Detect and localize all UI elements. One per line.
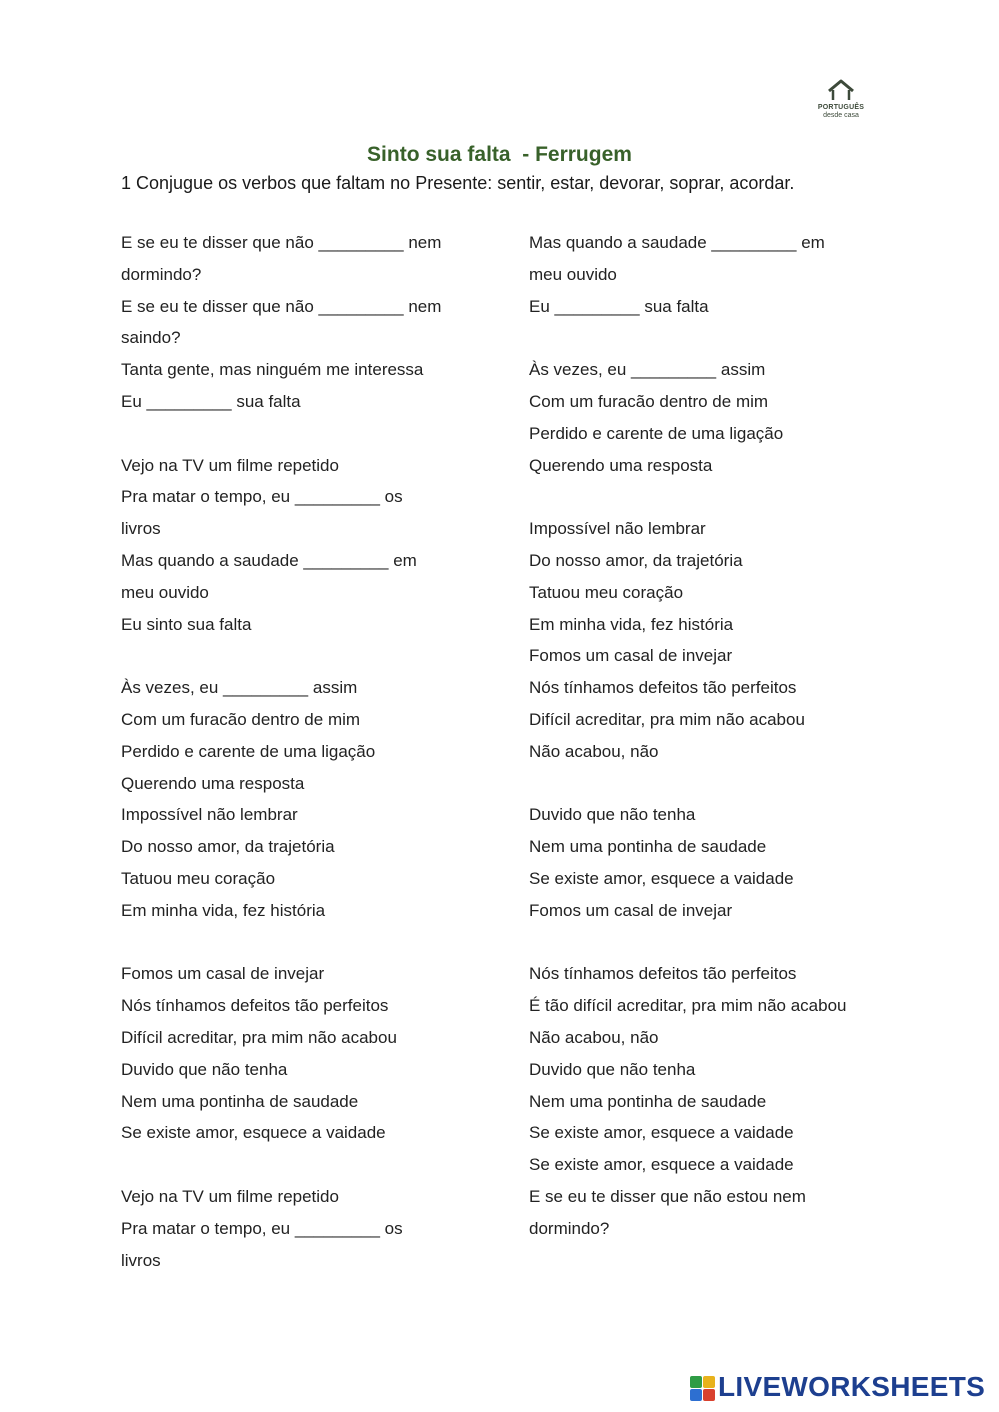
lyric-line: Tanta gente, mas ninguém me interessa xyxy=(121,360,424,380)
brand-name: LIVEWORKSHEETS xyxy=(718,1371,986,1402)
lyric-line: meu ouvido xyxy=(121,582,209,602)
lyric-line: Duvido que não tenha xyxy=(529,805,696,825)
lyric-line xyxy=(121,418,481,450)
lyric-line: Se existe amor, esquece a vaidade xyxy=(529,1123,794,1143)
lyric-line: livros xyxy=(121,1250,161,1270)
liveworksheets-logo-icon xyxy=(690,1376,716,1402)
lyric-line: Com um furacão dentro de mim xyxy=(121,709,361,729)
lyric-line: É tão difícil acreditar, pra mim não acabou xyxy=(529,996,847,1016)
lyric-line: Vejo na TV um filme repetido xyxy=(121,455,339,475)
lyric-line: Duvido que não tenha xyxy=(121,1059,288,1079)
lyric-line: Perdido e carente de uma ligação xyxy=(529,423,784,443)
lyric-line: Nós tínhamos defeitos tão perfeitos xyxy=(529,678,797,698)
lyric-line: Nem uma pontinha de saudade xyxy=(121,1091,359,1111)
lyric-line: Mas quando a saudade _________ em xyxy=(529,233,825,252)
lyric-line xyxy=(121,1149,481,1181)
lyric-line: Pra matar o tempo, eu _________ os xyxy=(121,1218,403,1238)
lyric-line xyxy=(529,768,889,800)
lyric-line: meu ouvido xyxy=(529,264,617,284)
lyric-line: Nós tínhamos defeitos tão perfeitos xyxy=(121,996,389,1016)
lyric-line: Não acabou, não xyxy=(529,741,659,761)
lyric-line: Nem uma pontinha de saudade xyxy=(529,1091,767,1111)
lyric-line: saindo? xyxy=(121,328,181,348)
page-title: Sinto sua falta - Ferrugem xyxy=(367,143,632,166)
lyric-line xyxy=(529,927,889,959)
lyric-line: Difícil acreditar, pra mim não acabou xyxy=(529,709,805,729)
lyric-line: Às vezes, eu _________ assim xyxy=(529,360,766,380)
lyric-line: Impossível não lembrar xyxy=(529,519,706,539)
lyric-line: E se eu te disser que não _________ nem xyxy=(121,296,442,316)
lyric-line: Mas quando a saudade _________ em xyxy=(121,550,417,570)
lyric-line: Em minha vida, fez história xyxy=(529,614,734,634)
logo-line-2: desde casa xyxy=(823,112,859,119)
lyric-line: Fomos um casal de invejar xyxy=(529,900,733,920)
lyric-line: E se eu te disser que não _________ nem xyxy=(121,233,442,252)
lyric-line: Duvido que não tenha xyxy=(529,1059,696,1079)
house-icon xyxy=(826,78,856,104)
lyric-line: Fomos um casal de invejar xyxy=(529,646,733,666)
lyrics-left-column xyxy=(121,227,481,1276)
lyric-line: Às vezes, eu _________ assim xyxy=(121,678,358,698)
lyric-line: Eu sinto sua falta xyxy=(121,614,252,634)
lyric-line: Não acabou, não xyxy=(529,1027,659,1047)
lyric-line: Perdido e carente de uma ligação xyxy=(121,741,376,761)
lyric-line: dormindo? xyxy=(529,1218,610,1238)
lyric-line: Com um furacão dentro de mim xyxy=(529,391,769,411)
lyric-line: Tatuou meu coração xyxy=(121,868,276,888)
logo xyxy=(812,78,870,122)
lyric-line: Impossível não lembrar xyxy=(121,805,298,825)
lyric-line: Nem uma pontinha de saudade xyxy=(529,837,767,857)
lyric-line: Se existe amor, esquece a vaidade xyxy=(529,1155,794,1175)
lyric-line: Nós tínhamos defeitos tão perfeitos xyxy=(529,964,797,984)
lyric-line: Eu _________ sua falta xyxy=(529,296,709,316)
lyric-line: Querendo uma resposta xyxy=(529,455,713,475)
lyric-line: Pra matar o tempo, eu _________ os xyxy=(121,487,403,507)
lyric-line: livros xyxy=(121,519,161,539)
lyric-line xyxy=(529,322,889,354)
lyric-line: Em minha vida, fez história xyxy=(121,900,326,920)
lyric-line xyxy=(529,481,889,513)
lyric-line: E se eu te disser que não estou nem xyxy=(529,1186,806,1206)
lyric-line: Querendo uma resposta xyxy=(121,773,305,793)
lyric-line: Difícil acreditar, pra mim não acabou xyxy=(121,1027,397,1047)
lyric-line: Eu _________ sua falta xyxy=(121,391,301,411)
lyric-line: dormindo? xyxy=(121,264,202,284)
lyric-line: Fomos um casal de invejar xyxy=(121,964,325,984)
instruction: 1 Conjugue os verbos que faltam no Presente: sentir, estar, devorar, soprar, acordar. xyxy=(121,173,795,193)
logo-line-1: PORTUGUÊS xyxy=(817,104,865,111)
lyric-line xyxy=(121,640,481,672)
lyric-line: Do nosso amor, da trajetória xyxy=(121,837,335,857)
lyric-line: Vejo na TV um filme repetido xyxy=(121,1186,339,1206)
lyric-line xyxy=(121,927,481,959)
lyric-line: Tatuou meu coração xyxy=(529,582,684,602)
lyric-line: Do nosso amor, da trajetória xyxy=(529,550,743,570)
lyric-line: Se existe amor, esquece a vaidade xyxy=(121,1123,386,1143)
lyric-line: Se existe amor, esquece a vaidade xyxy=(529,868,794,888)
lyrics-right-column xyxy=(529,227,889,1245)
